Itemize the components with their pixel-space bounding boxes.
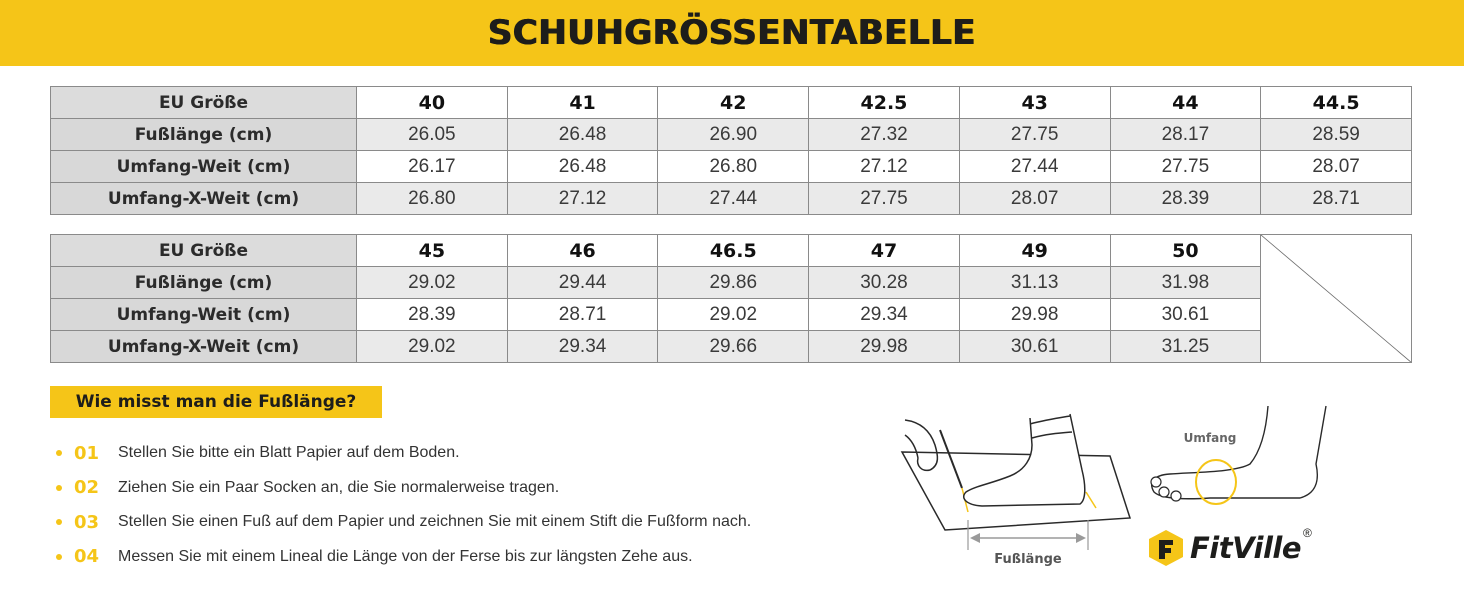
- table-cell: 26.90: [658, 119, 809, 151]
- step-text: Stellen Sie einen Fuß auf dem Papier und zeichnen Sie mit einem Stift die Fußform nach.: [118, 513, 752, 531]
- step-number: 03: [74, 511, 100, 533]
- table-cell: 27.12: [809, 151, 960, 183]
- brand-name: FitVille: [1190, 531, 1302, 565]
- table-cell: 28.17: [1110, 119, 1261, 151]
- table-cell: 29.98: [809, 331, 960, 363]
- table-cell: 26.80: [658, 151, 809, 183]
- table-cell: 27.75: [809, 183, 960, 215]
- size-cell: 47: [809, 235, 960, 267]
- size-cell: 42: [658, 87, 809, 119]
- table-cell: 26.48: [507, 119, 658, 151]
- table-cell: 29.66: [658, 331, 809, 363]
- size-table-1: [50, 86, 1412, 215]
- table-cell: 26.48: [507, 151, 658, 183]
- table-row: [51, 183, 1412, 215]
- table-row: [51, 151, 1412, 183]
- row-header: Fußlänge (cm): [51, 119, 357, 151]
- table-cell: 26.17: [357, 151, 508, 183]
- table-cell: 28.59: [1261, 119, 1412, 151]
- table-cell: 27.44: [658, 183, 809, 215]
- table-cell: 29.44: [507, 267, 658, 299]
- bullet-dot-icon: [56, 450, 62, 456]
- list-item: [50, 540, 751, 575]
- bullet-dot-icon: [56, 554, 62, 560]
- table-cell: 26.80: [357, 183, 508, 215]
- howto-heading: Wie misst man die Fußlänge?: [75, 392, 357, 412]
- page-title: SCHUHGRÖSSENTABELLE: [487, 13, 977, 53]
- table-cell: 31.25: [1110, 331, 1261, 363]
- table-cell: 27.75: [1110, 151, 1261, 183]
- bullet-dot-icon: [56, 519, 62, 525]
- row-header: Umfang-Weit (cm): [51, 299, 357, 331]
- step-text: Ziehen Sie ein Paar Socken an, die Sie normalerweise tragen.: [118, 478, 560, 496]
- bullet-dot-icon: [56, 485, 62, 491]
- foot-side-icon: [1152, 406, 1326, 499]
- table-row: [51, 267, 1412, 299]
- size-cell: 49: [959, 235, 1110, 267]
- size-table-2: [50, 234, 1412, 363]
- table-cell: 27.44: [959, 151, 1110, 183]
- table-cell: 29.34: [507, 331, 658, 363]
- table-cell: 28.07: [959, 183, 1110, 215]
- table-cell: 29.34: [809, 299, 960, 331]
- table-row: [51, 331, 1412, 363]
- size-cell: 46: [507, 235, 658, 267]
- table-cell: 29.86: [658, 267, 809, 299]
- row-header: Umfang-Weit (cm): [51, 151, 357, 183]
- table-cell: 29.02: [658, 299, 809, 331]
- table-cell: 30.61: [959, 331, 1110, 363]
- list-item: [50, 471, 751, 506]
- size-cell: 44.5: [1261, 87, 1412, 119]
- table-cell: 31.98: [1110, 267, 1261, 299]
- table-cell: 30.61: [1110, 299, 1261, 331]
- howto-heading-box: [50, 386, 382, 418]
- table-cell: 30.28: [809, 267, 960, 299]
- table-row: [51, 87, 1412, 119]
- size-cell: 40: [357, 87, 508, 119]
- step-number: 04: [74, 546, 100, 568]
- foot-circumference-illustration: [1140, 402, 1340, 512]
- registered-mark: ®: [1303, 526, 1312, 540]
- table-row: [51, 299, 1412, 331]
- table-row: [51, 119, 1412, 151]
- title-banner: [0, 0, 1464, 66]
- row-header: EU Größe: [51, 235, 357, 267]
- step-number: 01: [74, 442, 100, 464]
- row-header: EU Größe: [51, 87, 357, 119]
- table-cell: 27.12: [507, 183, 658, 215]
- size-cell: 41: [507, 87, 658, 119]
- size-cell: 46.5: [658, 235, 809, 267]
- table-cell: 28.39: [357, 299, 508, 331]
- circumference-label: Umfang: [1183, 431, 1237, 445]
- size-cell: 43: [959, 87, 1110, 119]
- brand-logo: [1148, 524, 1348, 572]
- diagonal-line: [1261, 235, 1411, 362]
- size-cell: 42.5: [809, 87, 960, 119]
- table-cell: 29.02: [357, 267, 508, 299]
- table-cell: 29.98: [959, 299, 1110, 331]
- table-cell: 28.71: [507, 299, 658, 331]
- length-label: Fußlänge: [994, 552, 1062, 567]
- size-cell: 44: [1110, 87, 1261, 119]
- table-cell: 26.05: [357, 119, 508, 151]
- table-cell: 27.75: [959, 119, 1110, 151]
- table-cell: 29.02: [357, 331, 508, 363]
- fitville-logo-icon: [1148, 529, 1184, 567]
- step-text: Messen Sie mit einem Lineal die Länge von der Ferse bis zur längsten Zehe aus.: [118, 547, 693, 565]
- list-item: [50, 505, 751, 540]
- row-header: Fußlänge (cm): [51, 267, 357, 299]
- list-item: [50, 436, 751, 471]
- table-cell: 27.32: [809, 119, 960, 151]
- step-number: 02: [74, 477, 100, 499]
- table-cell: 28.71: [1261, 183, 1412, 215]
- size-cell: 50: [1110, 235, 1261, 267]
- row-header: Umfang-X-Weit (cm): [51, 331, 357, 363]
- step-text: Stellen Sie bitte ein Blatt Papier auf dem Boden.: [118, 444, 460, 462]
- steps-list: [50, 436, 751, 574]
- foot-measuring-illustration: [890, 400, 1140, 590]
- empty-diagonal-cell: [1261, 235, 1412, 363]
- table-cell: 28.07: [1261, 151, 1412, 183]
- table-cell: 31.13: [959, 267, 1110, 299]
- table-cell: 28.39: [1110, 183, 1261, 215]
- size-cell: 45: [357, 235, 508, 267]
- table-row: [51, 235, 1412, 267]
- row-header: Umfang-X-Weit (cm): [51, 183, 357, 215]
